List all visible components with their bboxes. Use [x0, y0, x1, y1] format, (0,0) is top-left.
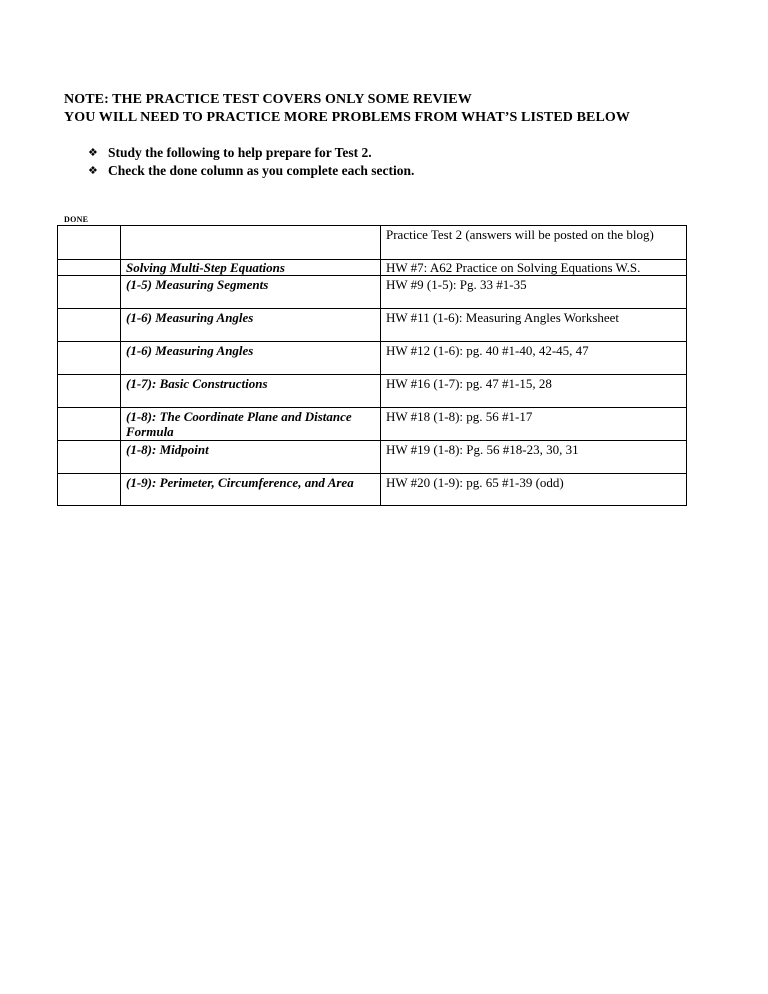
table-row	[58, 309, 687, 342]
table-row	[58, 276, 687, 309]
assignment-cell: HW #18 (1-8): pg. 56 #1-17	[381, 408, 687, 441]
assignment-cell: HW #16 (1-7): pg. 47 #1-15, 28	[381, 375, 687, 408]
table-row	[58, 474, 687, 506]
topic-cell: (1-8): The Coordinate Plane and Distance Formula	[121, 408, 381, 441]
topic-cell: (1-5) Measuring Segments	[121, 276, 381, 309]
assignment-cell: HW #11 (1-6): Measuring Angles Worksheet	[381, 309, 687, 342]
instruction-item	[88, 162, 414, 180]
table-row	[58, 226, 687, 260]
assignment-cell: HW #19 (1-8): Pg. 56 #18-23, 30, 31	[381, 441, 687, 474]
assignment-cell: Practice Test 2 (answers will be posted on the blog)	[381, 226, 687, 260]
topic-cell: (1-9): Perimeter, Circumference, and Area	[121, 474, 381, 506]
table-row	[58, 408, 687, 441]
topic-cell: (1-6) Measuring Angles	[121, 342, 381, 375]
diamond-bullet-icon: ❖	[88, 164, 98, 177]
table-row	[58, 375, 687, 408]
done-cell[interactable]	[58, 441, 121, 474]
table-row	[58, 342, 687, 375]
done-cell[interactable]	[58, 226, 121, 260]
study-plan-table	[57, 225, 687, 506]
topic-cell: (1-8): Midpoint	[121, 441, 381, 474]
assignment-cell: HW #7: A62 Practice on Solving Equations W.S.	[381, 260, 687, 276]
done-cell[interactable]	[58, 375, 121, 408]
topic-cell: (1-7): Basic Constructions	[121, 375, 381, 408]
assignment-cell: HW #20 (1-9): pg. 65 #1-39 (odd)	[381, 474, 687, 506]
topic-cell: Solving Multi-Step Equations	[121, 260, 381, 276]
instruction-text: Study the following to help prepare for Test 2.	[108, 145, 372, 160]
note-line-1: NOTE: THE PRACTICE TEST COVERS ONLY SOME REVIEW	[64, 92, 472, 107]
note-heading	[64, 91, 630, 127]
diamond-bullet-icon: ❖	[88, 146, 98, 159]
topic-cell	[121, 226, 381, 260]
done-cell[interactable]	[58, 309, 121, 342]
done-cell[interactable]	[58, 342, 121, 375]
done-cell[interactable]	[58, 474, 121, 506]
table-row	[58, 441, 687, 474]
done-cell[interactable]	[58, 408, 121, 441]
assignment-cell: HW #9 (1-5): Pg. 33 #1-35	[381, 276, 687, 309]
instruction-text: Check the done column as you complete each section.	[108, 163, 415, 178]
done-cell[interactable]	[58, 276, 121, 309]
topic-cell: (1-6) Measuring Angles	[121, 309, 381, 342]
done-cell[interactable]	[58, 260, 121, 276]
note-line-2: YOU WILL NEED TO PRACTICE MORE PROBLEMS FROM WHAT’S LISTED BELOW	[64, 110, 630, 125]
done-column-label: DONE	[64, 215, 89, 224]
table-row	[58, 260, 687, 276]
assignment-cell: HW #12 (1-6): pg. 40 #1-40, 42-45, 47	[381, 342, 687, 375]
instruction-item	[88, 144, 414, 162]
instruction-list	[88, 144, 414, 180]
